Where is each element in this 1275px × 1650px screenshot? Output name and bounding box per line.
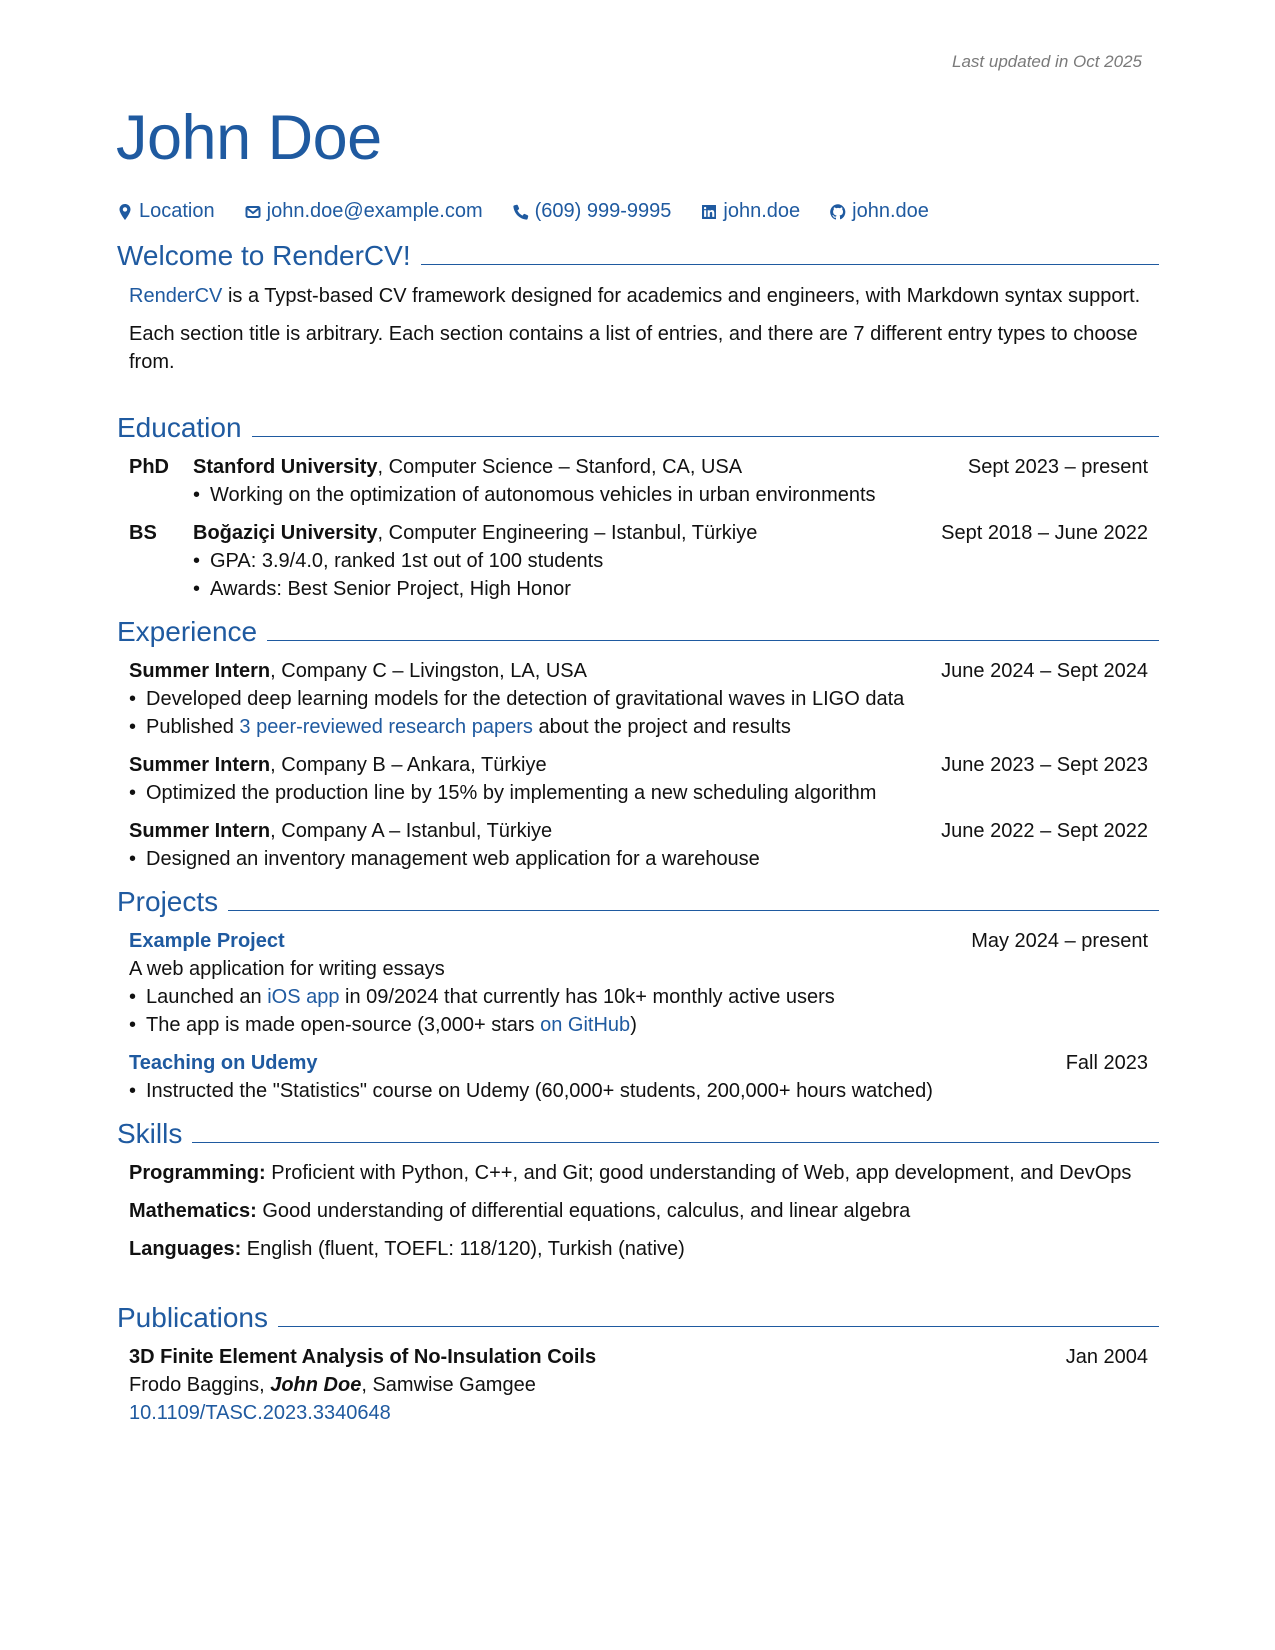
bullet-text: GPA: 3.9/4.0, ranked 1st out of 100 students xyxy=(210,550,604,572)
section-rule xyxy=(267,640,1159,641)
page-title: John Doe xyxy=(116,103,382,173)
skills-list xyxy=(129,1159,1148,1263)
bullet-text: in 09/2024 that currently has 10k+ monthly active users xyxy=(339,986,835,1008)
rendercv-link[interactable]: RenderCV xyxy=(129,285,223,307)
section-title: Education xyxy=(117,412,242,443)
section-skills-header xyxy=(117,1118,1159,1150)
author-text: , Samwise Gamgee xyxy=(361,1374,536,1396)
bullet-text: Published xyxy=(146,716,240,738)
contact-bar xyxy=(117,200,929,223)
skill-item xyxy=(129,1235,1148,1263)
institution: Boğaziçi University xyxy=(193,522,378,544)
section-title: Projects xyxy=(117,886,219,917)
location-pin-icon xyxy=(117,204,133,220)
skill-label: Programming: xyxy=(129,1162,266,1184)
project-entry-header xyxy=(129,1049,1148,1077)
experience-details: , Company B – Ankara, Türkiye xyxy=(270,754,547,776)
bullet-text: about the project and results xyxy=(532,716,791,738)
list-item xyxy=(129,1011,1148,1039)
section-education-header xyxy=(117,412,1159,444)
skill-label: Mathematics: xyxy=(129,1200,257,1222)
experience-date: June 2022 – Sept 2022 xyxy=(941,820,1148,842)
experience-details: , Company C – Livingston, LA, USA xyxy=(270,660,587,682)
last-updated: Last updated in Oct 2025 xyxy=(952,52,1142,71)
skill-text: Good understanding of differential equations, calculus, and linear algebra xyxy=(256,1200,911,1222)
list-item xyxy=(129,575,1148,603)
contact-github[interactable] xyxy=(830,200,929,223)
bullet-dot: • xyxy=(193,578,201,600)
section-title: Skills xyxy=(117,1118,183,1149)
experience-entry-header xyxy=(129,817,1148,845)
bullet-text: Working on the optimization of autonomous vehicles in urban environments xyxy=(210,484,876,506)
experience-entry xyxy=(129,751,1148,807)
section-projects-header xyxy=(117,886,1159,918)
project-summary: A web application for writing essays xyxy=(129,958,445,980)
skill-item xyxy=(129,1159,1148,1187)
skill-label: Languages: xyxy=(129,1238,242,1260)
education-entry xyxy=(129,453,1148,509)
position: Summer Intern xyxy=(129,820,271,842)
contact-location[interactable] xyxy=(117,200,215,223)
welcome-paragraph-1 xyxy=(129,282,1148,310)
list-item xyxy=(129,713,1148,741)
list-item xyxy=(129,685,1148,713)
project-entry-header xyxy=(129,927,1148,955)
bullet-text: Instructed the "Statistics" course on Udemy (60,000+ students, 200,000+ hours watched) xyxy=(146,1080,933,1102)
education-details: , Computer Science – Stanford, CA, USA xyxy=(377,456,743,478)
project-date: May 2024 – present xyxy=(971,930,1148,952)
bullet-dot: • xyxy=(129,782,137,804)
list-item xyxy=(129,547,1148,575)
welcome-body xyxy=(129,282,1148,376)
github-icon xyxy=(830,204,846,220)
list-item xyxy=(129,983,1148,1011)
position: Summer Intern xyxy=(129,660,271,682)
section-rule xyxy=(228,910,1159,911)
bullet-dot: • xyxy=(129,688,137,710)
bullet-text: ) xyxy=(630,1014,637,1036)
list-item xyxy=(129,1077,1148,1105)
project-entry xyxy=(129,927,1148,1039)
publication-date: Jan 2004 xyxy=(1065,1346,1148,1368)
contact-email[interactable] xyxy=(245,200,483,223)
envelope-icon xyxy=(245,204,261,220)
bullet-dot: • xyxy=(129,1014,137,1036)
experience-date: June 2024 – Sept 2024 xyxy=(941,660,1148,682)
publication-authors xyxy=(129,1371,1148,1399)
list-item xyxy=(129,779,1148,807)
degree: BS xyxy=(129,522,157,544)
welcome-paragraph-2: Each section title is arbitrary. Each section contains a list of entries, and there are 7 different entry types to choose from. xyxy=(129,323,1138,373)
linkedin-icon xyxy=(701,204,717,220)
bullet-dot: • xyxy=(129,848,137,870)
bullet-text: Launched an xyxy=(146,986,268,1008)
experience-entry xyxy=(129,817,1148,873)
education-date: Sept 2023 – present xyxy=(967,456,1148,478)
position: Summer Intern xyxy=(129,754,271,776)
bullet-text: Developed deep learning models for the detection of gravitational waves in LIGO data xyxy=(146,688,905,710)
author-text: Frodo Baggins, xyxy=(129,1374,271,1396)
project-entry xyxy=(129,1049,1148,1105)
bullet-text: Awards: Best Senior Project, High Honor xyxy=(210,578,571,600)
education-entry-main xyxy=(129,453,742,481)
section-title: Publications xyxy=(117,1302,268,1333)
bullet-text: The app is made open-source (3,000+ stars xyxy=(146,1014,541,1036)
section-title: Experience xyxy=(117,616,258,647)
list-item xyxy=(129,845,1148,873)
bullet-dot: • xyxy=(129,986,137,1008)
bullet-dot: • xyxy=(193,484,201,506)
experience-entry-header xyxy=(129,657,1148,685)
skill-text: Proficient with Python, C++, and Git; good understanding of Web, app development, and DevOps xyxy=(265,1162,1132,1184)
skill-item xyxy=(129,1197,1148,1225)
publication-entry-header xyxy=(129,1343,1148,1371)
bullet-dot: • xyxy=(129,1080,137,1102)
papers-link[interactable]: 3 peer-reviewed research papers xyxy=(239,716,533,738)
section-publications-header xyxy=(117,1302,1159,1334)
contact-email-text: john.doe@example.com xyxy=(266,200,483,222)
experience-entry-header xyxy=(129,751,1148,779)
bullet-text: Designed an inventory management web application for a warehouse xyxy=(146,848,760,870)
project-title-link[interactable]: Example Project xyxy=(129,930,285,952)
bullet-dot: • xyxy=(129,716,137,738)
section-rule xyxy=(192,1142,1159,1143)
project-title-link[interactable]: Teaching on Udemy xyxy=(129,1052,318,1074)
bullet-dot: • xyxy=(193,550,201,572)
section-experience-header xyxy=(117,616,1159,648)
contact-linkedin-text: john.doe xyxy=(723,200,801,222)
section-title: Welcome to RenderCV! xyxy=(117,240,411,271)
github-link[interactable]: on GitHub xyxy=(540,1014,631,1036)
institution: Stanford University xyxy=(193,456,378,478)
section-rule xyxy=(278,1326,1159,1327)
contact-phone[interactable] xyxy=(513,200,672,223)
section-rule xyxy=(421,264,1159,265)
section-rule xyxy=(252,436,1159,437)
publication-title: 3D Finite Element Analysis of No-Insulation Coils xyxy=(129,1346,597,1368)
phone-icon xyxy=(513,204,529,220)
education-entry-main xyxy=(129,519,757,547)
contact-location-text: Location xyxy=(139,200,215,222)
skill-text: English (fluent, TOEFL: 118/120), Turkish (native) xyxy=(241,1238,685,1260)
ios-app-link[interactable]: iOS app xyxy=(267,986,340,1008)
education-date: Sept 2018 – June 2022 xyxy=(941,522,1148,544)
degree: PhD xyxy=(129,456,169,478)
experience-date: June 2023 – Sept 2023 xyxy=(941,754,1148,776)
welcome-p1-text: is a Typst-based CV framework designed for academics and engineers, with Markdown syntax support. xyxy=(222,285,1141,307)
education-entry-header xyxy=(129,519,1148,547)
contact-linkedin[interactable] xyxy=(701,200,800,223)
list-item xyxy=(129,481,1148,509)
contact-phone-text: (609) 999-9995 xyxy=(534,200,672,222)
education-details: , Computer Engineering – Istanbul, Türkiye xyxy=(377,522,758,544)
education-entry xyxy=(129,519,1148,603)
experience-entry xyxy=(129,657,1148,741)
publication-entry xyxy=(129,1343,1148,1427)
doi-link[interactable]: 10.1109/TASC.2023.3340648 xyxy=(129,1402,391,1424)
contact-github-text: john.doe xyxy=(852,200,929,222)
education-entry-header xyxy=(129,453,1148,481)
author-self: John Doe xyxy=(270,1374,362,1396)
section-welcome-header xyxy=(117,240,1159,272)
bullet-text: Optimized the production line by 15% by implementing a new scheduling algorithm xyxy=(146,782,877,804)
experience-details: , Company A – Istanbul, Türkiye xyxy=(270,820,553,842)
project-date: Fall 2023 xyxy=(1065,1052,1148,1074)
